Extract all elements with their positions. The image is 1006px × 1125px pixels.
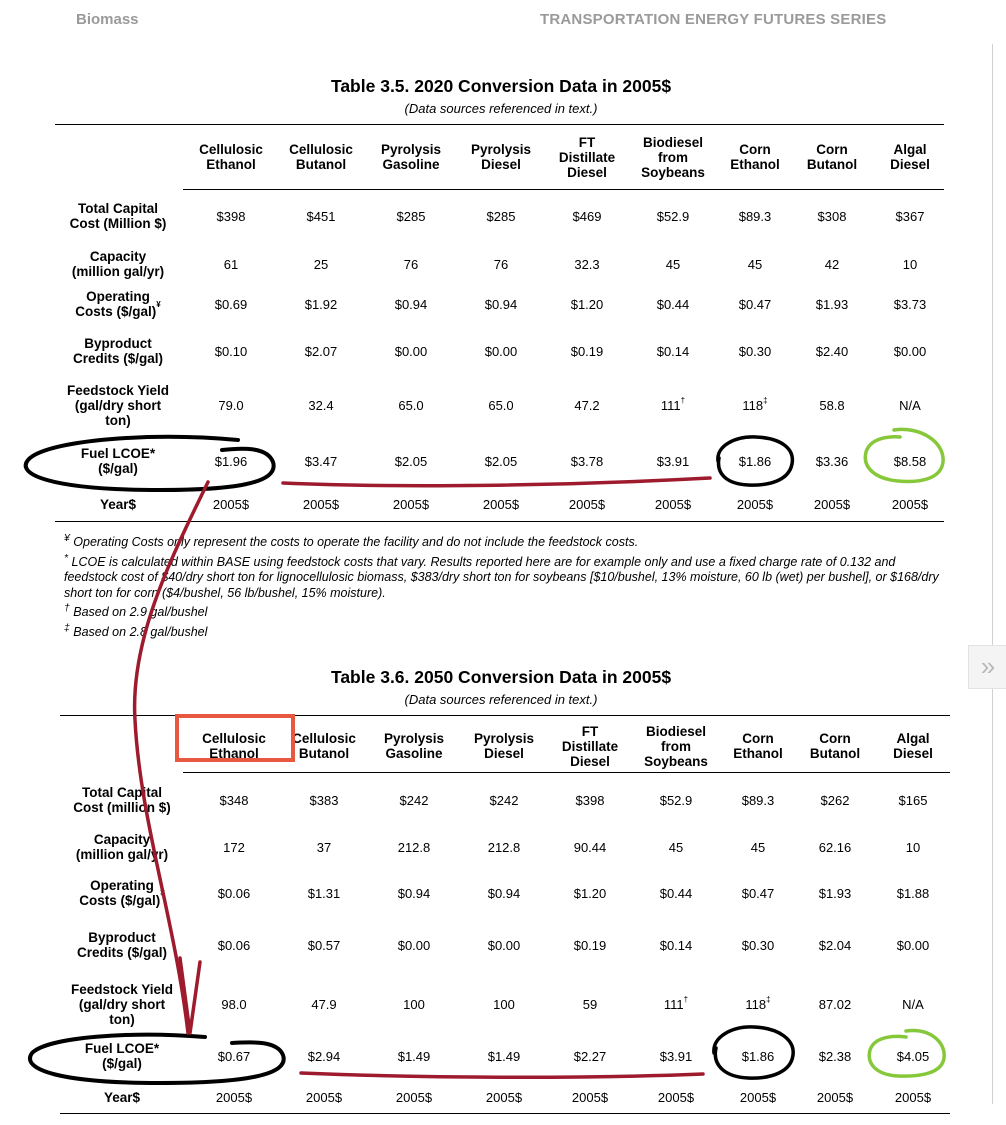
table-cell: 45 (750, 839, 766, 855)
table-cell: $0.14 (656, 343, 690, 359)
table-cell: 61 (223, 256, 239, 272)
table-cell: 32.4 (308, 397, 334, 413)
table-cell: 47.2 (574, 397, 600, 413)
table-cell: $3.78 (570, 453, 604, 469)
table-cell: 2005$ (657, 1089, 695, 1105)
table-cell: 65.0 (398, 397, 424, 413)
table-cell: $308 (817, 208, 847, 224)
footnotes (64, 531, 944, 641)
column-header: Cellulosic Butanol (292, 731, 356, 761)
table-cell: 118 ‡ (745, 995, 771, 1012)
table-cell: $0.06 (217, 937, 251, 953)
column-header: FT Distillate Diesel (561, 723, 619, 769)
column-header: Biodiesel from Soybeans (641, 134, 705, 180)
row-header: Feedstock Yield (gal/dry short ton) (66, 382, 170, 428)
table-cell: 45 (747, 256, 763, 272)
table-cell: 62.16 (818, 839, 852, 855)
row-header: Capacity (million gal/yr) (71, 249, 165, 279)
table-cell: 45 (665, 256, 681, 272)
table-cell: $0.14 (659, 937, 693, 953)
footnote: † Based on 2.9 gal/bushel (64, 603, 208, 620)
table-cell: $0.00 (484, 343, 518, 359)
table-cell: 10 (905, 839, 921, 855)
table-cell: $0.19 (570, 343, 604, 359)
table-cell: $0.47 (738, 296, 772, 312)
row-header: Total Capital Cost (million $) (73, 785, 171, 815)
table-cell: 2005$ (739, 1089, 777, 1105)
table-cell: 32.3 (574, 256, 600, 272)
table-cell: 87.02 (818, 996, 852, 1012)
table-cell: $1.49 (397, 1048, 431, 1064)
table-cell: 2005$ (891, 496, 929, 512)
table-cell: $262 (820, 792, 850, 808)
table-cell: $0.69 (214, 296, 248, 312)
column-header: Corn Ethanol (730, 142, 780, 172)
table-cell: $0.94 (487, 885, 521, 901)
table-cell: $242 (489, 792, 519, 808)
table-cell: 118 ‡ (742, 396, 768, 413)
table-cell: $0.10 (214, 343, 248, 359)
table-cell: $367 (895, 208, 925, 224)
table-cell: $2.07 (304, 343, 338, 359)
table-cell: $4.05 (896, 1048, 930, 1064)
table-cell: $52.9 (659, 792, 693, 808)
column-header: FT Distillate Diesel (558, 134, 616, 180)
table-cell: 172 (223, 839, 245, 855)
table-cell: 2005$ (305, 1089, 343, 1105)
table-cell: $469 (572, 208, 602, 224)
table-cell: 90.44 (573, 839, 607, 855)
table-cell: 100 (403, 996, 425, 1012)
table-cell: $1.96 (214, 453, 248, 469)
table-cell: $0.00 (896, 937, 930, 953)
table-cell: $0.00 (397, 937, 431, 953)
table-cell: 212.8 (397, 839, 431, 855)
table-cell: 98.0 (221, 996, 247, 1012)
table-cell: $2.05 (394, 453, 428, 469)
red-underline-2050 (301, 1073, 703, 1077)
table-cell: 2005$ (215, 1089, 253, 1105)
table-cell: 212.8 (487, 839, 521, 855)
row-header: Fuel LCOE* ($/gal) (80, 446, 156, 476)
table-cell: 47.9 (311, 996, 337, 1012)
column-header: Pyrolysis Gasoline (380, 142, 442, 172)
table-cell: $0.30 (741, 937, 775, 953)
table-cell: $348 (219, 792, 249, 808)
table-cell: $1.49 (487, 1048, 521, 1064)
table-cell: $0.47 (741, 885, 775, 901)
table-cell: 2005$ (816, 1089, 854, 1105)
table-cell: $0.94 (484, 296, 518, 312)
column-header: Cellulosic Ethanol (202, 731, 266, 761)
table-cell: $3.36 (815, 453, 849, 469)
table-cell: $3.73 (893, 296, 927, 312)
row-header: Feedstock Yield (gal/dry short ton) (70, 981, 174, 1027)
table-cell: 37 (316, 839, 332, 855)
row-header: Year$ (99, 496, 137, 512)
column-header: Cellulosic Ethanol (199, 142, 263, 172)
table-cell: 76 (493, 256, 509, 272)
table-cell: 2005$ (894, 1089, 932, 1105)
column-header: Biodiesel from Soybeans (644, 723, 708, 769)
double-chevron-right-icon[interactable]: » (968, 645, 1006, 689)
table-cell: $451 (306, 208, 336, 224)
table-cell: $0.44 (659, 885, 693, 901)
table-cell: $3.91 (659, 1048, 693, 1064)
column-header: Corn Butanol (809, 731, 861, 761)
table-cell: $0.19 (573, 937, 607, 953)
table_2050-title: Table 3.6. 2050 Conversion Data in 2005$ (330, 667, 672, 687)
table-cell: $89.3 (738, 208, 772, 224)
table-cell: $8.58 (893, 453, 927, 469)
table_2050-top-rule (60, 715, 950, 716)
table-cell: $1.20 (570, 296, 604, 312)
table-cell: 2005$ (654, 496, 692, 512)
row-header: Fuel LCOE* ($/gal) (84, 1041, 160, 1071)
table-cell: 111 † (660, 396, 686, 413)
red-underline-2020 (283, 478, 710, 486)
page-header-right: TRANSPORTATION ENERGY FUTURES SERIES (540, 11, 887, 28)
table-cell: $89.3 (741, 792, 775, 808)
table-cell: 42 (824, 256, 840, 272)
column-header: Corn Ethanol (733, 731, 783, 761)
table-cell: $398 (216, 208, 246, 224)
table-cell: $0.57 (307, 937, 341, 953)
table-cell: $0.00 (394, 343, 428, 359)
table-cell: $52.9 (656, 208, 690, 224)
table-cell: 100 (493, 996, 515, 1012)
table-cell: $3.91 (656, 453, 690, 469)
table-cell: $0.94 (397, 885, 431, 901)
table-cell: 25 (313, 256, 329, 272)
table-cell: $2.38 (818, 1048, 852, 1064)
row-header: Operating Costs ($/gal)¥ (75, 289, 161, 319)
table-cell: 59 (582, 996, 598, 1012)
table-cell: $0.06 (217, 885, 251, 901)
table-cell: $1.20 (573, 885, 607, 901)
footnote: * LCOE is calculated within BASE using feedstock costs that vary. Results reported here are for example only and use a fixed charge rate of 0.132 and feedstock cost of $40/dry short ton for lignocellulosic biomass, $383/dry short ton for soybeans [$10/bushel, 13% moisture, 60 lb (wet) per bushel], or $168/dry short ton for corn ($4/bushel, 56 lb/bushel, 15% moisture). (64, 552, 939, 600)
table-cell: $0.00 (893, 343, 927, 359)
table-cell: $383 (309, 792, 339, 808)
table-cell: $1.92 (304, 296, 338, 312)
table-cell: 2005$ (212, 496, 250, 512)
column-header: Algal Diesel (893, 731, 933, 761)
table-cell: 2005$ (813, 496, 851, 512)
column-header: Cellulosic Butanol (289, 142, 353, 172)
table-cell: 65.0 (488, 397, 514, 413)
table-cell: $1.86 (738, 453, 772, 469)
table-cell: $2.94 (307, 1048, 341, 1064)
column-header: Pyrolysis Diesel (473, 731, 535, 761)
table-cell: $1.93 (818, 885, 852, 901)
table-cell: $242 (399, 792, 429, 808)
footnote: ‡ Based on 2.8 gal/bushel (64, 622, 208, 640)
footnote: ¥ Operating Costs only represent the costs to operate the facility and do not include the feedstock costs. (64, 533, 639, 550)
table-cell: $398 (575, 792, 605, 808)
table-cell: 58.8 (819, 397, 845, 413)
row-header: Operating Costs ($/gal)¥ (79, 878, 165, 908)
column-header: Pyrolysis Diesel (470, 142, 532, 172)
table_2020-title: Table 3.5. 2020 Conversion Data in 2005$ (330, 76, 672, 96)
row-header: Byproduct Credits ($/gal) (76, 930, 168, 960)
table-cell: $1.93 (815, 296, 849, 312)
table-cell: $2.27 (573, 1048, 607, 1064)
table-cell: 2005$ (736, 496, 774, 512)
row-header: Total Capital Cost (Million $) (69, 201, 167, 231)
table-cell: 10 (902, 256, 918, 272)
table_2020-header-rule (183, 189, 944, 190)
table-cell: 79.0 (218, 397, 244, 413)
row-header: Capacity (million gal/yr) (75, 832, 169, 862)
table-cell: 2005$ (571, 1089, 609, 1105)
table-cell: $285 (486, 208, 516, 224)
row-header: Year$ (103, 1089, 141, 1105)
table-cell: 76 (403, 256, 419, 272)
scrollbar-edge[interactable] (992, 44, 993, 1104)
table-cell: $2.05 (484, 453, 518, 469)
table-cell: $1.88 (896, 885, 930, 901)
table-cell: $0.94 (394, 296, 428, 312)
table-cell: 2005$ (392, 496, 430, 512)
table_2050-bottom-rule (60, 1113, 950, 1114)
table-cell: 45 (668, 839, 684, 855)
table-cell: $285 (396, 208, 426, 224)
table-cell: $165 (898, 792, 928, 808)
table-cell: $0.00 (487, 937, 521, 953)
table-cell: N/A (899, 397, 921, 413)
table-cell: $1.86 (741, 1048, 775, 1064)
table-cell: $2.04 (818, 937, 852, 953)
table-cell: N/A (902, 996, 924, 1012)
row-header: Byproduct Credits ($/gal) (72, 336, 164, 366)
table-cell: $0.44 (656, 296, 690, 312)
page-header-left: Biomass (76, 11, 139, 28)
table_2020-top-rule (55, 124, 944, 125)
table-cell: 2005$ (302, 496, 340, 512)
table-cell: $3.47 (304, 453, 338, 469)
column-header: Corn Butanol (806, 142, 858, 172)
table-cell: $2.40 (815, 343, 849, 359)
table_2050-subtitle: (Data sources referenced in text.) (404, 692, 598, 707)
table-cell: 2005$ (485, 1089, 523, 1105)
table-cell: $0.67 (217, 1048, 251, 1064)
table_2020-subtitle: (Data sources referenced in text.) (404, 101, 598, 116)
table-cell: $0.30 (738, 343, 772, 359)
table-cell: 111 † (663, 995, 689, 1012)
table-cell: 2005$ (482, 496, 520, 512)
table-cell: 2005$ (568, 496, 606, 512)
table_2020-bottom-rule (55, 521, 944, 522)
column-header: Pyrolysis Gasoline (383, 731, 445, 761)
table-cell: $1.31 (307, 885, 341, 901)
column-header: Algal Diesel (890, 142, 930, 172)
table-cell: 2005$ (395, 1089, 433, 1105)
